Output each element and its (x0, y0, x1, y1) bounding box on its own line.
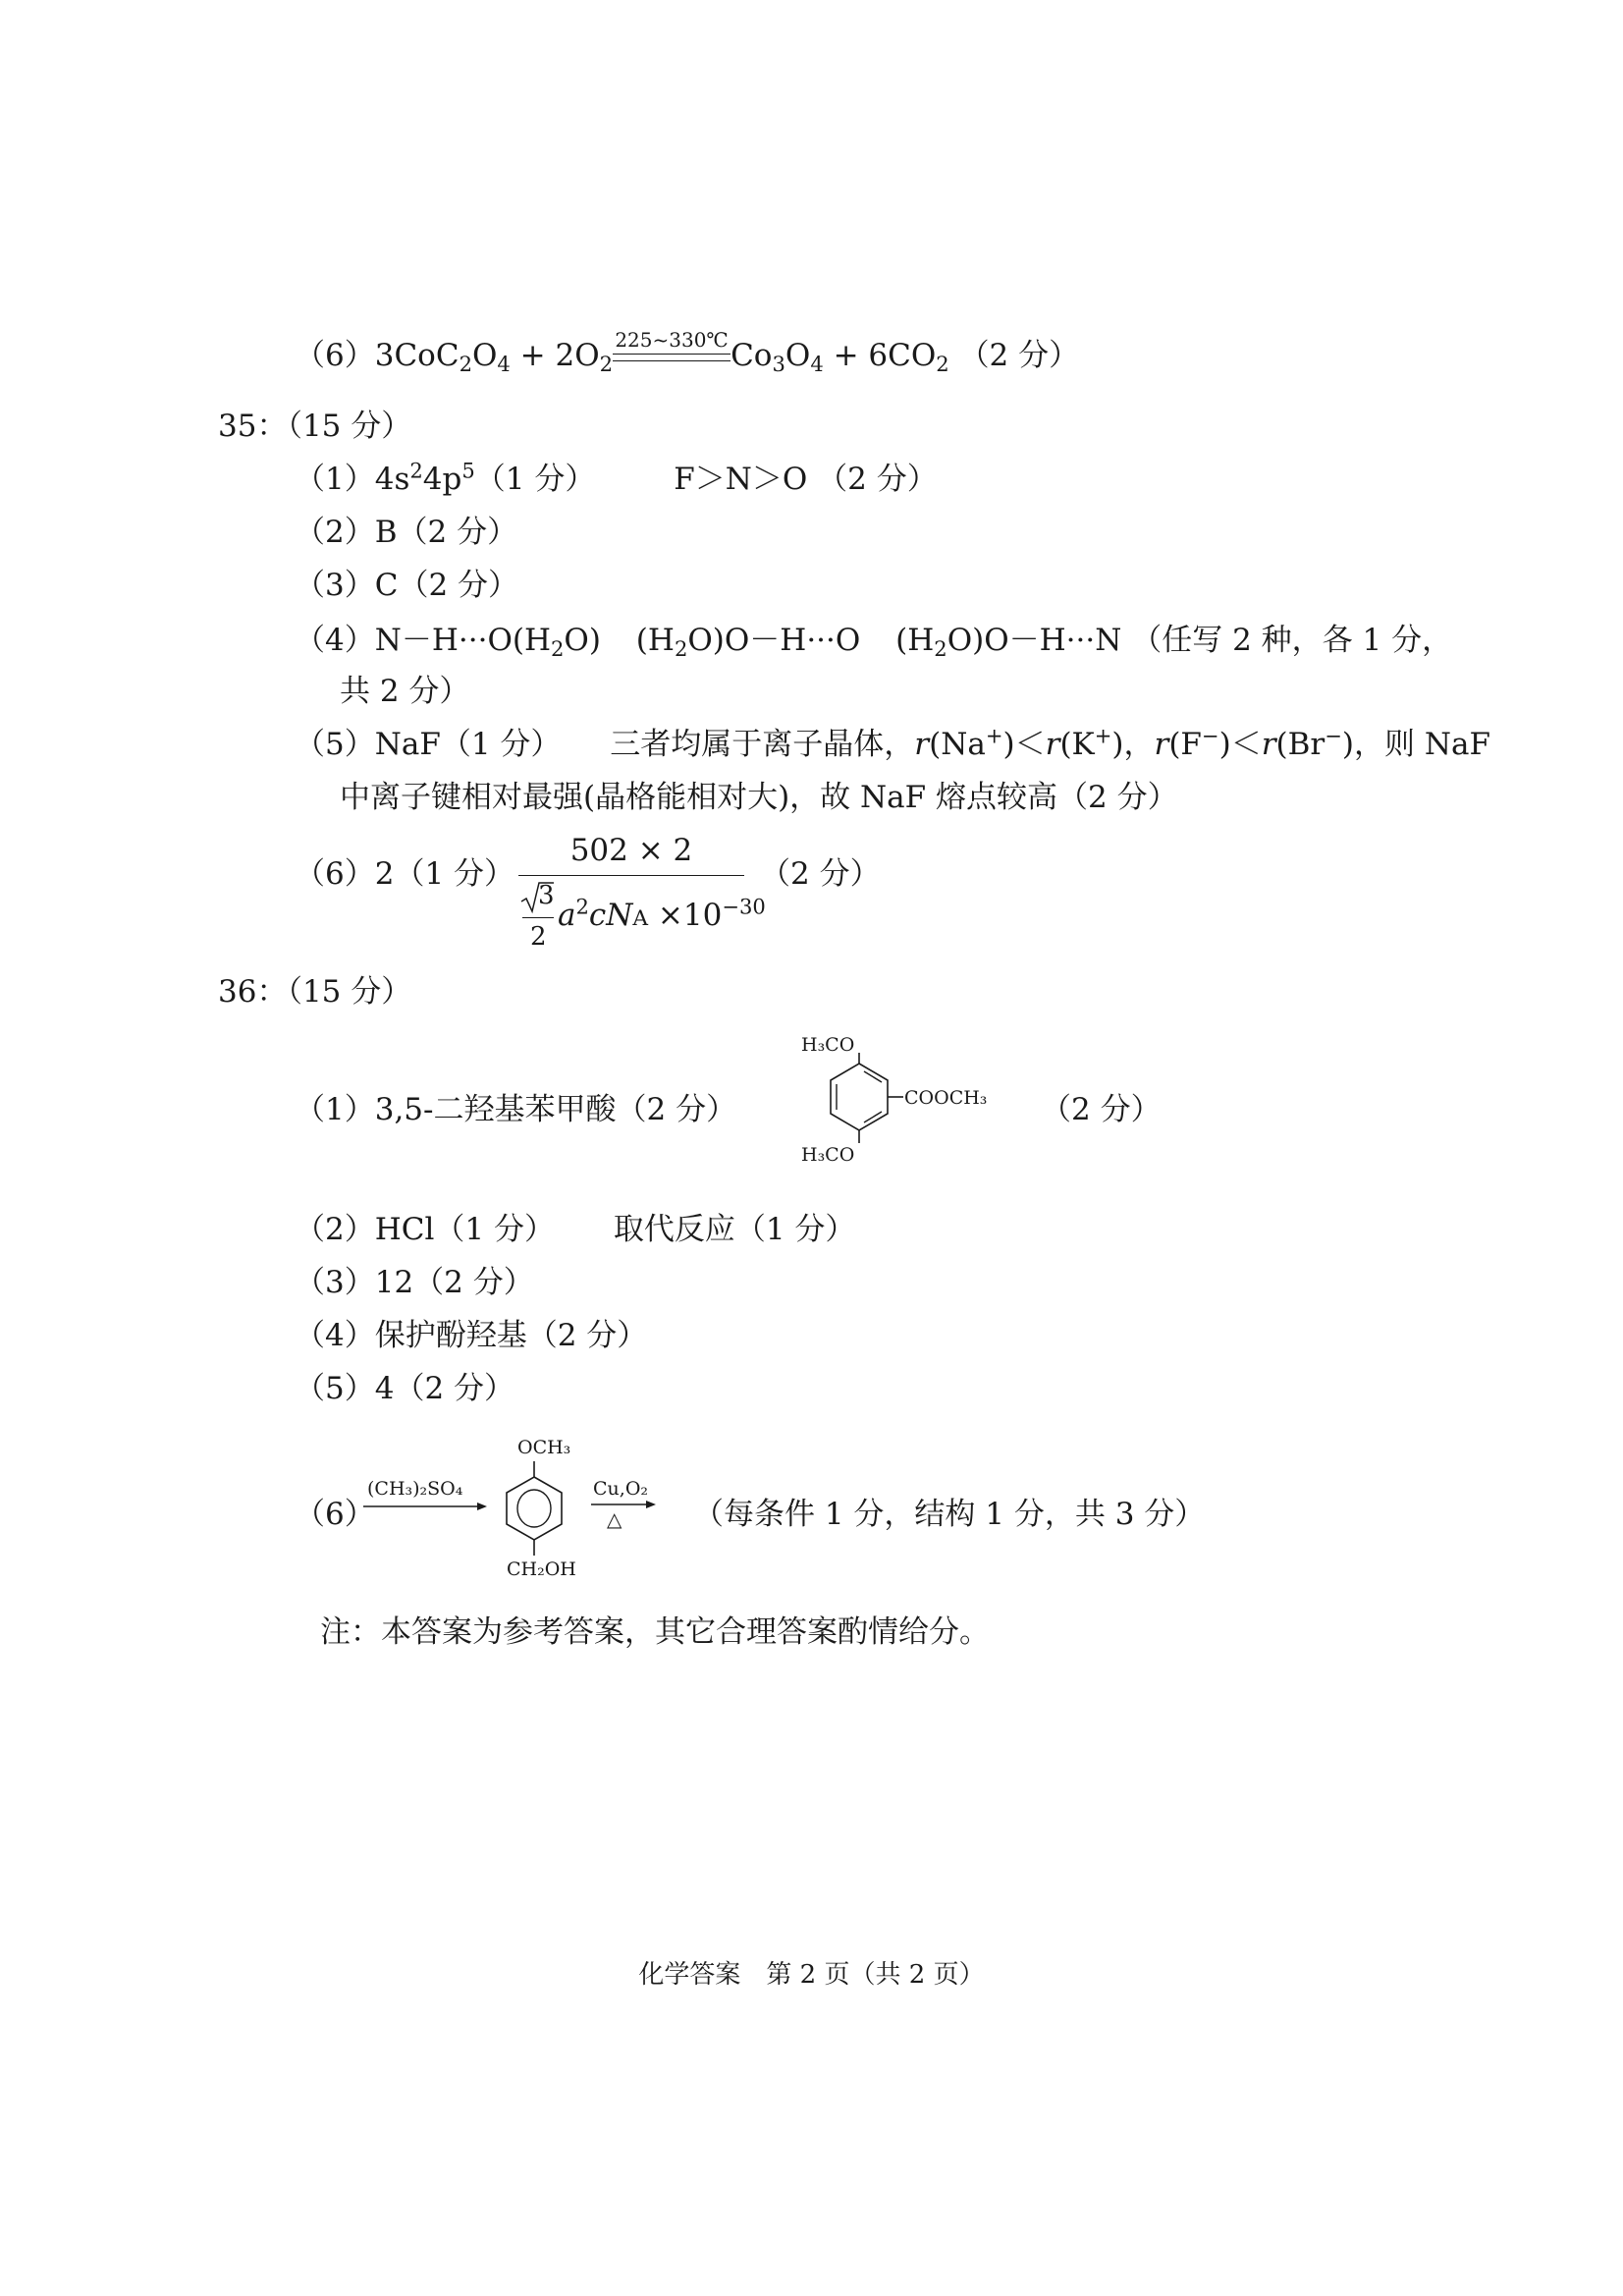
q36-item3: （3）12（2 分） (295, 1265, 534, 1300)
q35-item1: $(1)4s^24p^5(1$ 分） F＞N＞O （2 分） (295, 458, 938, 497)
q35-header: 35：（15 分） (218, 409, 412, 444)
q36-header: 36：（15 分） (218, 974, 412, 1010)
q36-item1-points: （2 分） (1041, 1092, 1162, 1127)
substituent-bottom: H₃CO (801, 1144, 855, 1166)
heat-symbol: △ (607, 1507, 622, 1531)
q35-item5-line2: 中离子键相对最强(晶格能相对大)，故 NaF 熔点较高（2 分） (340, 780, 1178, 815)
q35-item4-note2: 共 2 分） (340, 674, 470, 709)
reagent-1: (CH₃)₂SO₄ (367, 1478, 463, 1500)
substituent-top: H₃CO (801, 1034, 855, 1056)
reagent-2: Cu,O₂ (593, 1478, 649, 1500)
reaction-condition: 225~330℃ (613, 336, 730, 375)
q34-item6: $(6)3CoC_2O_4 + 2O_2$ 225~330℃ $Co_3O_4 + 6CO_2$ （2 分） (295, 328, 1080, 376)
density-fraction (518, 831, 766, 958)
q36-item2: （2）HCl（1 分） 取代反应（1 分） (295, 1212, 856, 1247)
q36-item6-points: （每条件 1 分，结构 1 分，共 3 分） (693, 1497, 1206, 1532)
q35-item2: （2）B（2 分） (295, 515, 518, 550)
note: 注：本答案为参考答案，其它合理答案酌情给分。 (320, 1614, 990, 1650)
q35-item5: （5）NaF（1 分） 三者均属于离子晶体，r(Na+)＜r(K+)，r(F−)＜r(Br−)，则 NaF (295, 723, 1490, 762)
dimethoxybenzoate-structure (793, 1035, 1019, 1182)
q35-item4: $(4)N-H\cdot\cdot\cdot O(H_2O)$ $(H_2O)O-H\cdot\cdot\cdot O$ $(H_2O)O-H\cdot\cdot\cdot N$ （任写 2 种，各 1 分， (295, 623, 1453, 661)
group-bottom: CH₂OH (507, 1558, 576, 1580)
q36-item6-num: （6） (295, 1497, 375, 1532)
fraction-denominator: $a^2cNA \times 10^{-30}$ (558, 894, 766, 933)
q35-item3: （3）C（2 分） (295, 568, 519, 603)
page-footer: 化学答案 第 2 页（共 2 页） (638, 1960, 985, 1990)
q35-item6: （6）2（1 分） (295, 856, 515, 892)
substituent-right: COOCH₃ (904, 1087, 988, 1109)
group-top: OCH₃ (517, 1437, 571, 1458)
sqrt3-over-2: 3 2 (520, 880, 554, 958)
synthesis-route (359, 1426, 693, 1593)
q36-item1: （1）3,5-二羟基苯甲酸（2 分） (295, 1092, 737, 1127)
q36-item4: （4）保护酚羟基（2 分） (295, 1318, 648, 1353)
fraction-numerator: 502 × 2 (569, 833, 693, 868)
q36-item5: （5）4（2 分） (295, 1371, 515, 1406)
q35-item6-points: （2 分） (760, 856, 881, 892)
